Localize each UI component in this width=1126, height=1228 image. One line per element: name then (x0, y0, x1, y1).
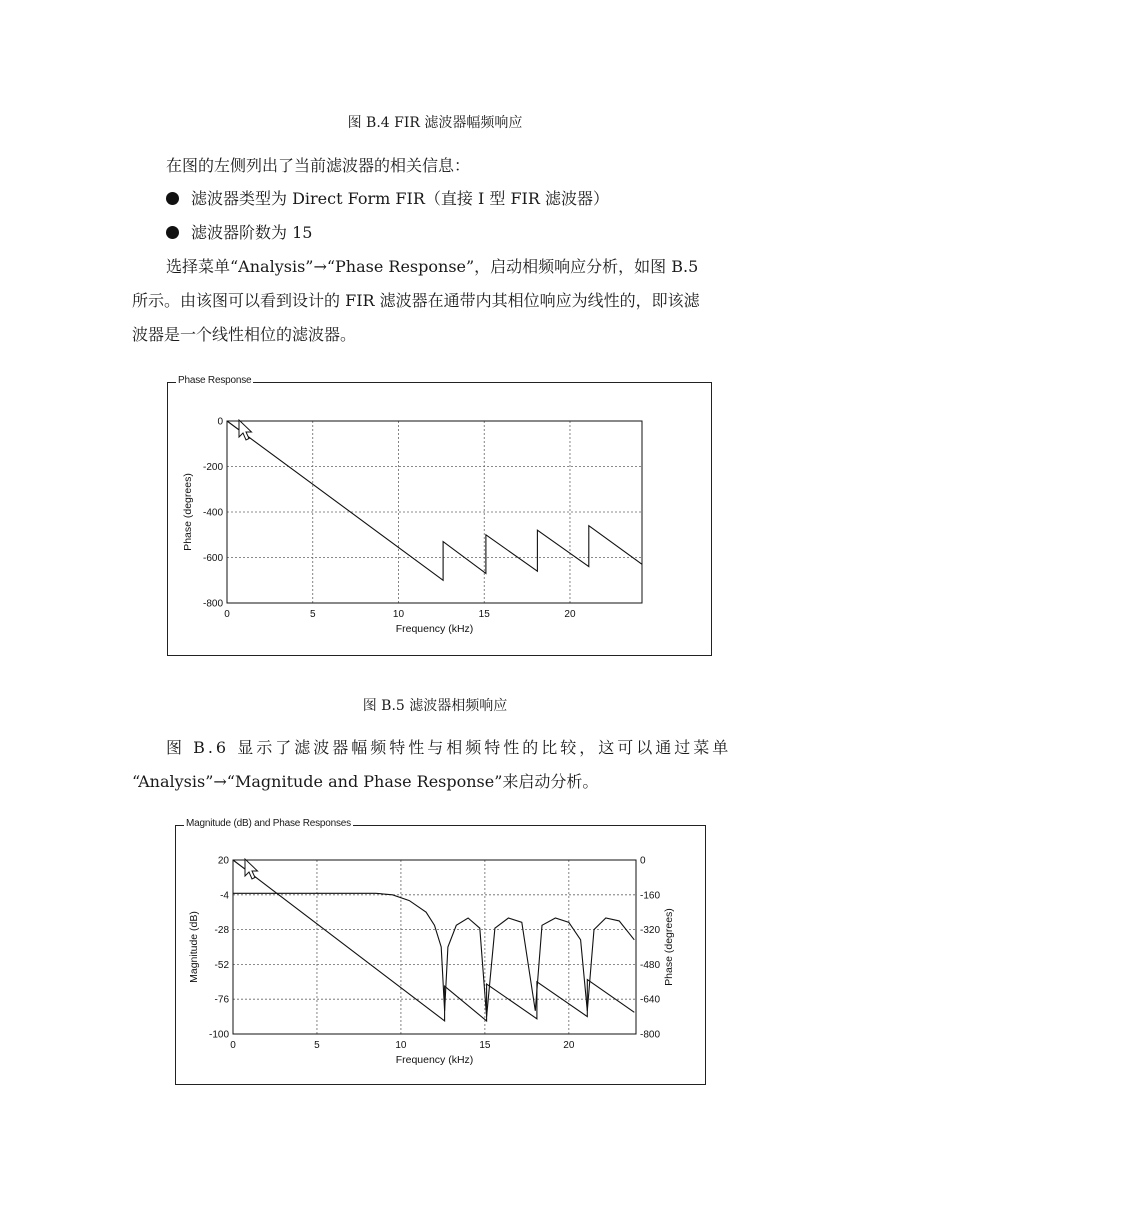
x-tick-label: 0 (224, 609, 230, 620)
paragraph-2-line-1: 图 B.6 显示了滤波器幅频特性与相频特性的比较，这可以通过菜单 (166, 738, 732, 757)
y2-axis-label: Phase (degrees) (663, 908, 675, 986)
x-tick-label: 10 (392, 609, 405, 620)
y-tick-label: -200 (202, 462, 223, 473)
y-tick-label: -76 (214, 994, 229, 1006)
y-axis-label: Magnitude (dB) (188, 911, 200, 983)
y-axis-label: Phase (degrees) (182, 473, 194, 551)
y2-tick-label: -480 (640, 959, 661, 971)
y2-tick-label: -320 (640, 925, 661, 937)
paragraph-2 (132, 731, 742, 799)
paragraph-1-line-1: 选择菜单“Analysis”→“Phase Response”，启动相频响应分析，如图 B.5 (166, 257, 699, 276)
chart-title: Magnitude (dB) and Phase Responses (186, 818, 351, 829)
magnitude-phase-chart (175, 818, 706, 1085)
y-tick-label: -400 (202, 507, 223, 519)
x-tick-label: 15 (479, 1040, 491, 1051)
y2-tick-label: -800 (640, 1029, 661, 1041)
x-tick-label: 0 (230, 1040, 236, 1051)
y-tick-label: -100 (208, 1029, 229, 1041)
x-tick-label: 5 (314, 1040, 320, 1051)
bullet-icon (166, 192, 179, 205)
x-tick-label: 20 (563, 1040, 575, 1051)
x-tick-label: 20 (564, 609, 576, 620)
x-tick-label: 15 (478, 609, 490, 620)
y-tick-label: 0 (217, 416, 223, 428)
chart-title: Phase Response (178, 375, 252, 386)
mouse-cursor-icon (245, 859, 258, 879)
y2-tick-label: -640 (640, 994, 661, 1006)
bullet-text: 滤波器类型为 Direct Form FIR（直接 I 型 FIR 滤波器） (191, 189, 609, 208)
y2-tick-label: -160 (640, 890, 661, 902)
paragraph-2-line-2: “Analysis”→“Magnitude and Phase Response”来启动分析。 (132, 772, 599, 791)
x-tick-label: 5 (309, 609, 316, 620)
y2-tick-label: 0 (640, 855, 646, 867)
figure-caption-b4: 图 B.4 FIR 滤波器幅频响应 (347, 115, 523, 131)
y-tick-label: -600 (202, 553, 223, 564)
series-line-2 (233, 860, 634, 1021)
x-axis-label: Frequency (kHz) (395, 1054, 474, 1066)
phase-response-plot (168, 383, 711, 655)
paragraph-1-line-3: 波器是一个线性相位的滤波器。 (132, 325, 357, 344)
bullet-text: 滤波器阶数为 15 (191, 223, 313, 242)
phase-response-chart (167, 375, 712, 656)
x-axis-label: Frequency (kHz) (395, 623, 474, 635)
magnitude-phase-plot (176, 826, 705, 1084)
y-tick-label: -4 (220, 890, 229, 902)
intro-text: 在图的左侧列出了当前滤波器的相关信息： (166, 156, 471, 175)
figure-caption-b5: 图 B.5 滤波器相频响应 (362, 698, 508, 714)
paragraph-1 (132, 250, 742, 352)
y-tick-label: 20 (217, 855, 229, 867)
series-line-1 (233, 893, 634, 1016)
x-tick-label: 10 (395, 1040, 407, 1051)
y-tick-label: -52 (214, 959, 229, 971)
y-tick-label: -800 (202, 598, 223, 610)
bullet-icon (166, 226, 179, 239)
bullet-item-1 (166, 182, 609, 216)
y-tick-label: -28 (214, 925, 229, 937)
bullet-item-2 (166, 216, 312, 250)
paragraph-1-line-2: 所示。由该图可以看到设计的 FIR 滤波器在通带内其相位响应为线性的，即该滤 (132, 291, 700, 310)
series-line-1 (227, 421, 642, 580)
